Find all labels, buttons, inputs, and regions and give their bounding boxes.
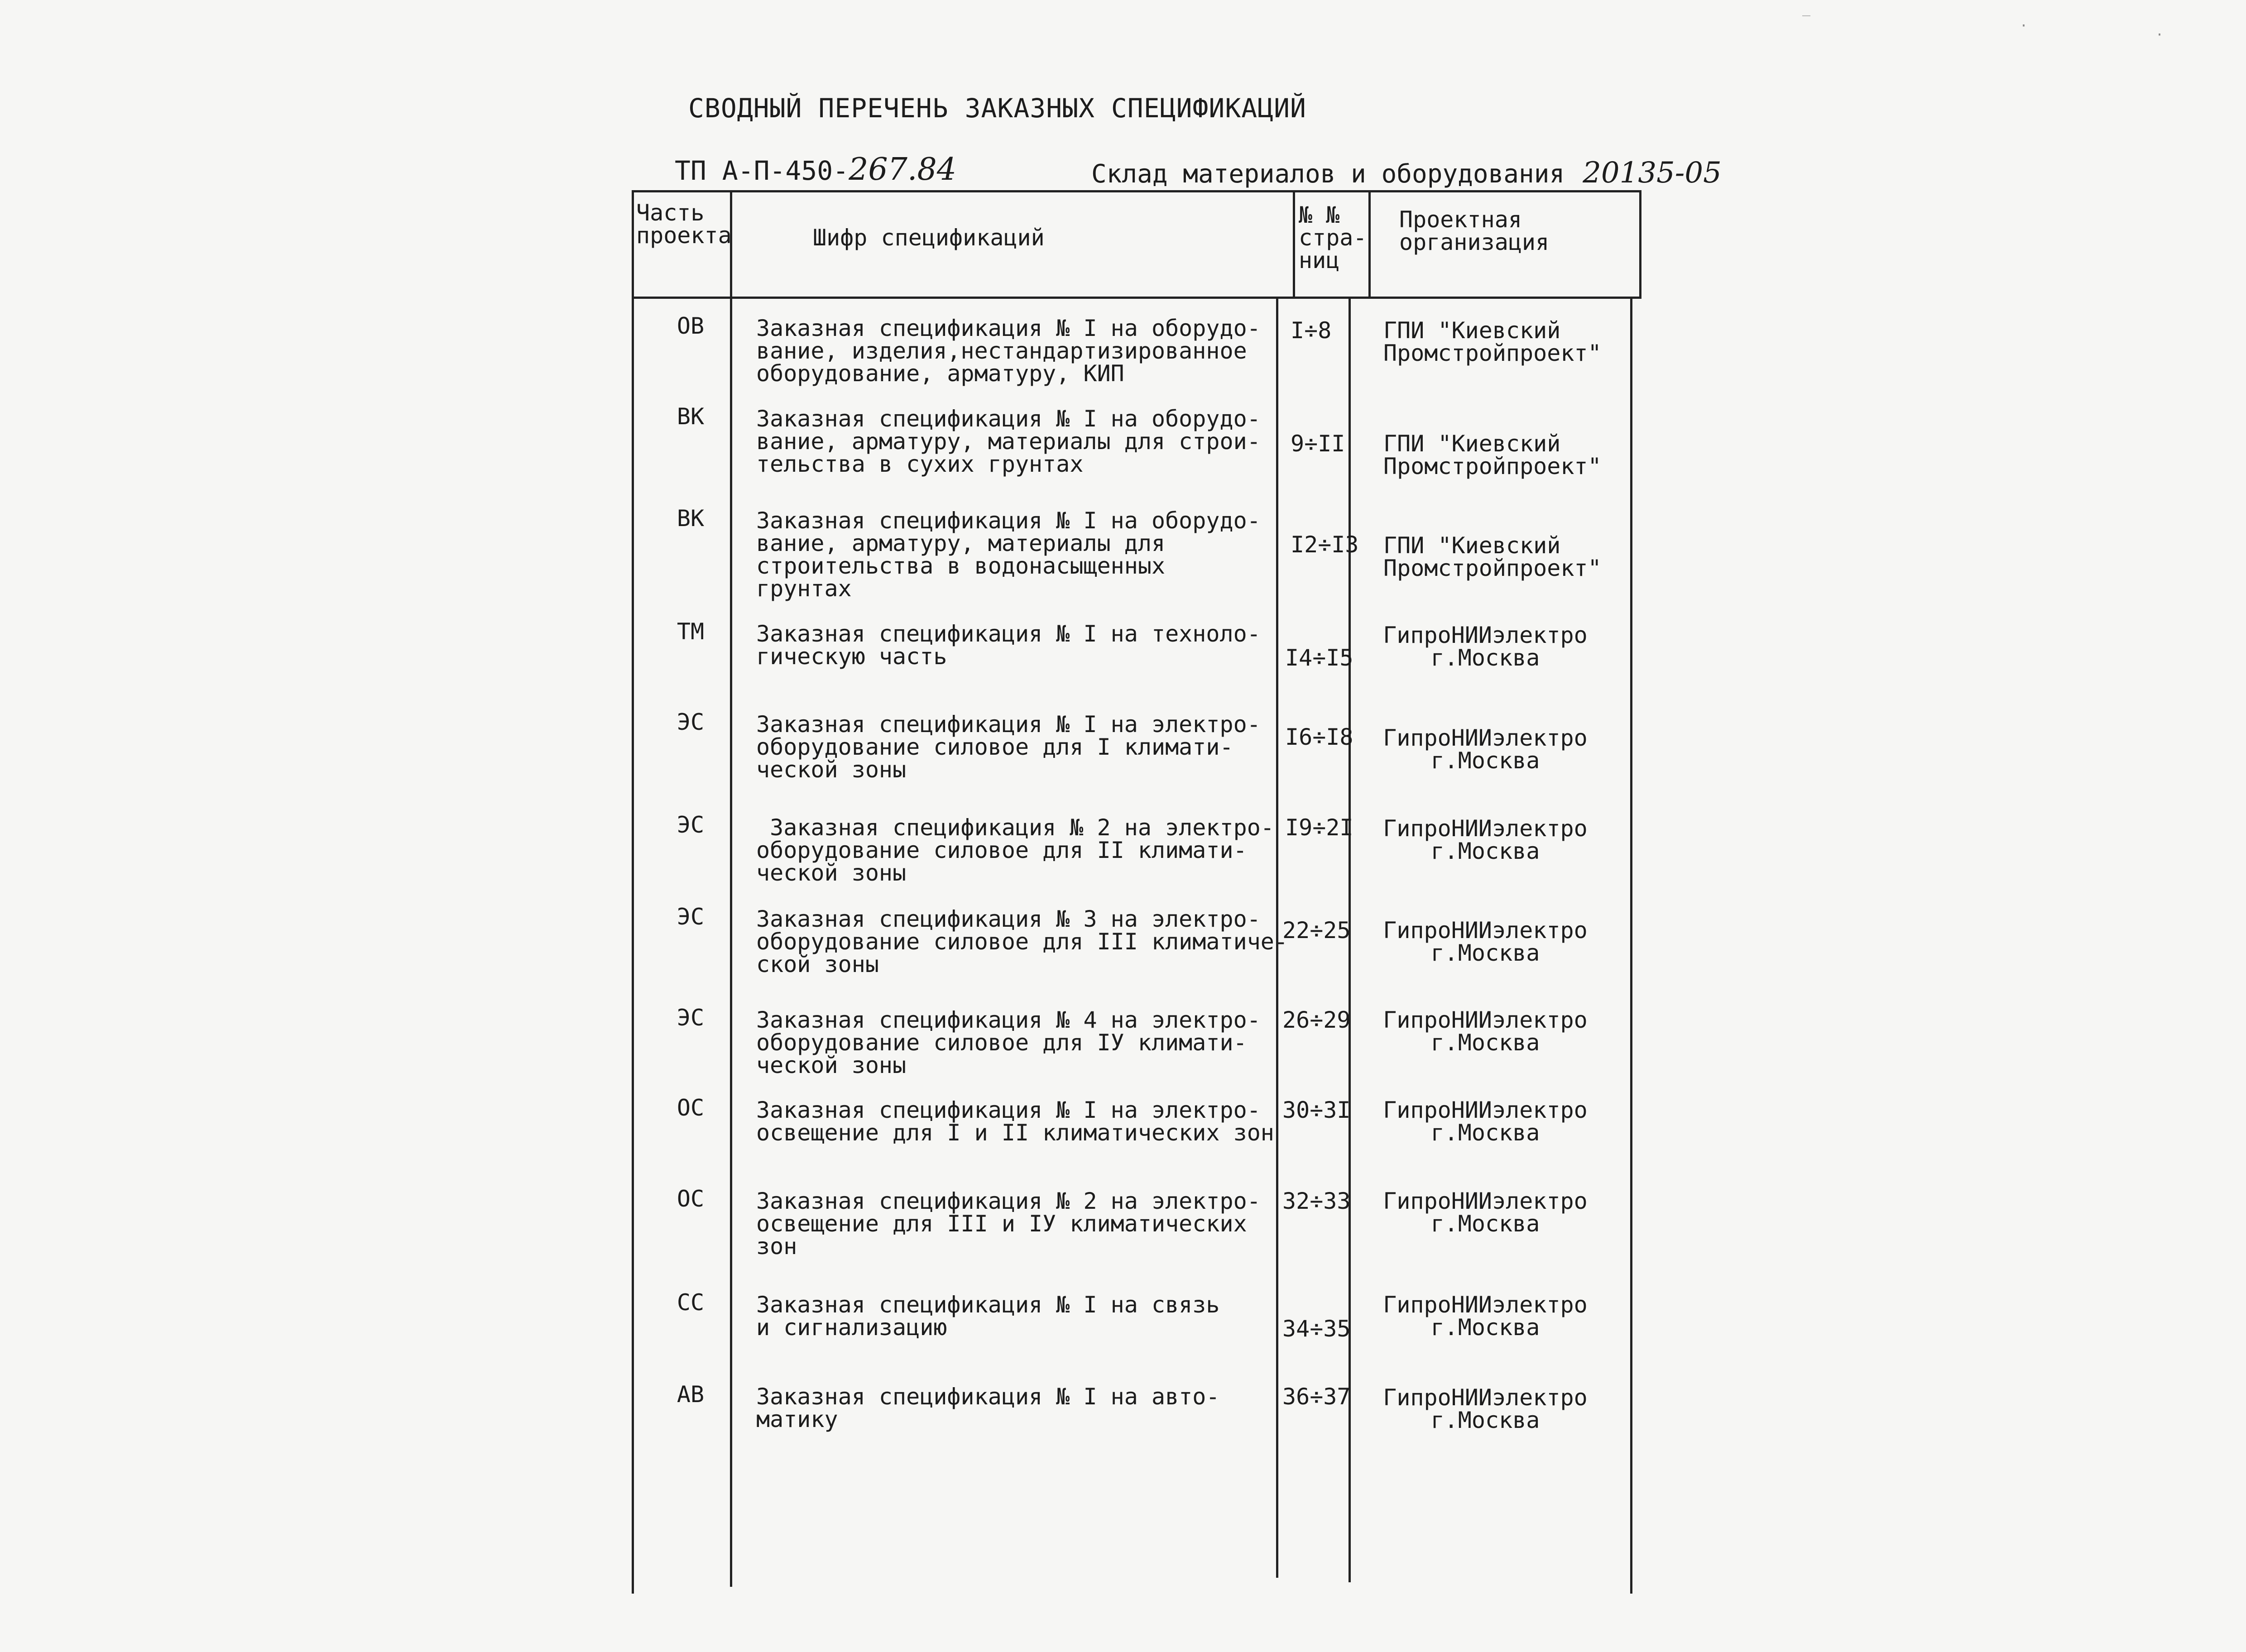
row-part: ЭС <box>677 812 705 838</box>
row-organization: ГПИ "Киевский Промстройпроект" <box>1383 532 1602 581</box>
row-pages: 26÷29 <box>1282 1007 1351 1033</box>
row-organization: ГипроНИИэлектро г.Москва <box>1383 1188 1588 1237</box>
row-part: ОС <box>677 1095 705 1121</box>
row-spec-name: Заказная спецификация № I на оборудо- вание, изделия,нестандартизированное оборудование, арматуру, КИП <box>756 315 1261 387</box>
row-spec-name: Заказная спецификация № 4 на электро- оборудование силовое для IУ климати- ческой зоны <box>756 1007 1261 1078</box>
row-spec-name: Заказная спецификация № I на связь и сигнализацию <box>756 1292 1220 1341</box>
row-pages: 30÷3I <box>1282 1097 1351 1123</box>
row-spec-name: Заказная спецификация № I на оборудо- вание, арматуру, материалы для строи- тельства в сухих грунтах <box>756 406 1261 477</box>
row-pages: 9÷II <box>1291 431 1345 457</box>
row-part: ТМ <box>677 618 705 645</box>
project-code-handwritten: 267.84 <box>849 152 957 187</box>
row-pages: 34÷35 <box>1282 1316 1351 1342</box>
row-part: ВК <box>677 403 705 430</box>
header-bottom-rule <box>634 297 1641 299</box>
row-spec-name: Заказная спецификация № I на техноло- гическую часть <box>756 621 1261 670</box>
row-organization: ГипроНИИэлектро г.Москва <box>1383 622 1588 671</box>
table-right-rule-body <box>1630 297 1632 1594</box>
row-part: ОВ <box>677 313 705 339</box>
row-organization: ГПИ "Киевский Промстройпроект" <box>1383 431 1602 479</box>
row-pages: I4÷I5 <box>1285 645 1353 671</box>
table-left-rule <box>632 190 634 1594</box>
subject-text: Склад материалов и оборудования <box>1091 159 1565 189</box>
header-org: Проектная организация <box>1399 206 1550 255</box>
row-organization: ГипроНИИэлектро г.Москва <box>1383 1384 1588 1433</box>
scan-speck: · <box>2155 27 2164 43</box>
document-title: СВОДНЫЙ ПЕРЕЧЕНЬ ЗАКАЗНЫХ СПЕЦИФИКАЦИЙ <box>688 93 1306 124</box>
row-pages: 22÷25 <box>1282 917 1351 943</box>
row-part: СС <box>677 1289 705 1316</box>
row-pages: I÷8 <box>1291 317 1332 344</box>
row-part: ЭС <box>677 1005 705 1031</box>
row-organization: ГипроНИИэлектро г.Москва <box>1383 815 1588 864</box>
project-code-prefix: ТП А-П-450- <box>675 155 849 186</box>
row-spec-name: Заказная спецификация № I на электро- оборудование силовое для I климати- ческой зоны <box>756 711 1261 783</box>
table-right-rule <box>1639 190 1641 297</box>
column-rule-3 <box>1368 190 1371 297</box>
row-spec-name: Заказная спецификация № I на электро- освещение для I и II климатических зон <box>756 1097 1274 1146</box>
doc-number-handwritten: 20135-05 <box>1583 156 1722 190</box>
column-rule-2 <box>1293 190 1295 297</box>
row-pages: I6÷I8 <box>1285 724 1353 750</box>
scan-speck: ‾ <box>1802 14 1811 29</box>
header-pages: № № стра- ниц <box>1299 202 1367 273</box>
row-spec-name: Заказная спецификация № 2 на электро- оборудование силовое для II климати- ческой зоны <box>756 814 1274 886</box>
row-pages: 36÷37 <box>1282 1384 1351 1410</box>
column-rule-1 <box>730 190 732 1587</box>
row-organization: ГипроНИИэлектро г.Москва <box>1383 725 1588 774</box>
header-cipher: Шифр спецификаций <box>813 225 1045 251</box>
row-pages: I2÷I3 <box>1291 532 1359 558</box>
header-part: Часть проекта <box>636 200 732 249</box>
row-organization: ГипроНИИэлектро г.Москва <box>1383 1007 1588 1056</box>
table-top-rule <box>632 190 1641 192</box>
row-part: АВ <box>677 1381 705 1408</box>
row-spec-name: Заказная спецификация № I на оборудо- вание, арматуру, материалы для строительства в водонасыщенных грунтах <box>756 508 1261 602</box>
scan-speck: · <box>2020 18 2028 34</box>
row-organization: ГПИ "Киевский Промстройпроект" <box>1383 317 1602 366</box>
row-part: ВК <box>677 505 705 532</box>
row-spec-name: Заказная спецификация № I на авто- матику <box>756 1384 1220 1432</box>
row-organization: ГипроНИИэлектро г.Москва <box>1383 1097 1588 1146</box>
row-part: ЭС <box>677 904 705 930</box>
row-pages: 32÷33 <box>1282 1188 1351 1214</box>
row-pages: I9÷2I <box>1285 814 1353 841</box>
row-part: ЭС <box>677 709 705 735</box>
project-code <box>675 152 956 187</box>
document-subject <box>1091 156 1722 190</box>
row-organization: ГипроНИИэлектро г.Москва <box>1383 917 1588 966</box>
row-organization: ГипроНИИэлектро г.Москва <box>1383 1292 1588 1341</box>
row-spec-name: Заказная спецификация № 3 на электро- оборудование силовое для III климатиче- ской зоны <box>756 906 1288 977</box>
row-part: ОС <box>677 1186 705 1212</box>
row-spec-name: Заказная спецификация № 2 на электро- освещение для III и IУ климатических зон <box>756 1188 1261 1259</box>
